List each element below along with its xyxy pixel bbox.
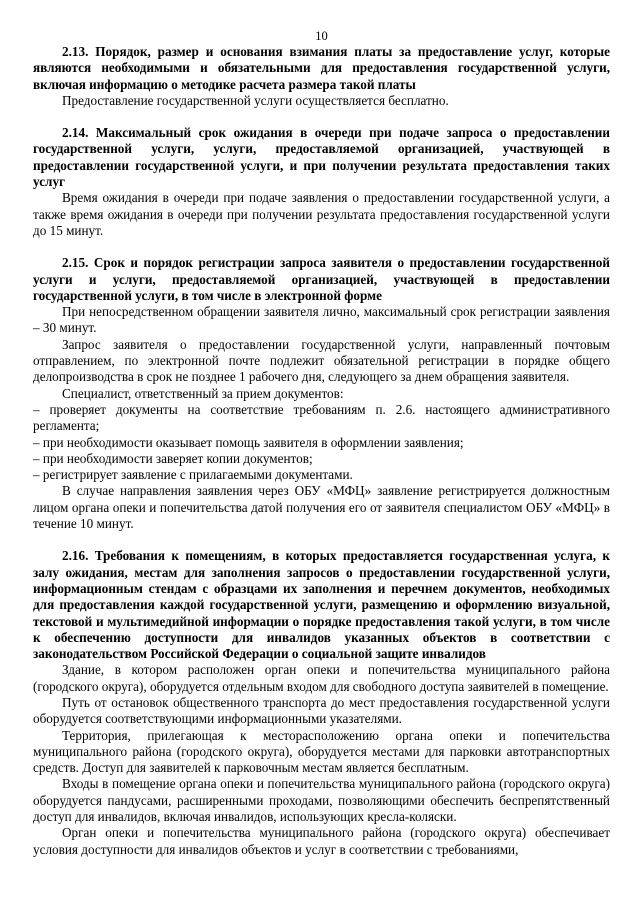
list-item: – проверяет документы на соответствие требованиям п. 2.6. настоящего административного регламента; xyxy=(33,401,610,434)
paragraph: Территория, прилегающая к месторасположению органа опеки и попечительства муниципального района (городского округа), оборудуется местами для парковки автотранспортных средств. Доступ для заявителей к парковочным местам является бесплатным. xyxy=(33,727,610,776)
list-item: – при необходимости оказывает помощь заявителя в оформлении заявления; xyxy=(33,434,464,450)
list-item: – регистрирует заявление с прилагаемыми документами. xyxy=(33,467,353,483)
section-2-15 xyxy=(33,255,610,532)
section-heading: 2.14. Максимальный срок ожидания в очереди при подаче запроса о предоставлении государственной услуги, услуги, предоставляемой организацией, участвующей в предоставлении государственной услуги, и при получении результата предоставления таких услуг xyxy=(33,125,610,190)
section-heading: 2.16. Требования к помещениям, в которых предоставляется государственная услуга, к залу ожидания, местам для заполнения запросов о предоставлении государственной услуги, информационным стендам с образцами их заполнения и перечнем документов, необходимых для предоставления каждой государственной услуги, размещению и оформлению визуальной, текстовой и мультимедийной информации о порядке предоставления такой услуги, в том числе к обеспечению доступности для инвалидов указанных объектов в соответствии с законодательством Российской Федерации о социальной защите инвалидов xyxy=(33,548,610,662)
paragraph: Специалист, ответственный за прием документов: xyxy=(62,385,344,401)
section-heading: 2.15. Срок и порядок регистрации запроса заявителя о предоставлении государственной услуги и услуги, предоставляемой организацией, участвующей в предоставлении государственной услуги, в том числе в электронной форме xyxy=(33,255,610,303)
page-number: 10 xyxy=(315,29,328,43)
list-item: – при необходимости заверяет копии документов; xyxy=(33,450,313,466)
paragraph: Путь от остановок общественного транспорта до мест предоставления государственной услуги оборудуется соответствующими информационными указателями. xyxy=(33,694,610,727)
document-page xyxy=(33,28,610,858)
section-heading: 2.13. Порядок, размер и основания взимания платы за предоставление услуг, которые являются необходимыми и обязательными для предоставления государственной услуги, включая информацию о методике расчета размера такой платы xyxy=(33,44,610,92)
paragraph: Предоставление государственной услуги осуществляется бесплатно. xyxy=(62,92,449,108)
section-2-16 xyxy=(33,548,610,858)
paragraph: Орган опеки и попечительства муниципального района (городского округа) обеспечивает условия доступности для инвалидов объектов и услуг в соответствии с требованиями, xyxy=(33,825,610,857)
paragraph: При непосредственном обращении заявителя лично, максимальный срок регистрации заявления – 30 минут. xyxy=(33,304,610,336)
section-2-14 xyxy=(33,125,610,239)
paragraph: В случае направления заявления через ОБУ «МФЦ» заявление регистрируется должностным лицом органа опеки и попечительства датой получения его от заявителя специалистом ОБУ «МФЦ» в течение 10 минут. xyxy=(33,483,610,532)
paragraph: Запрос заявителя о предоставлении государственной услуги, направленный почтовым отправлением, по электронной почте подлежит обязательной регистрации в порядке общего делопроизводства в срок не позднее 1 рабочего дня, следующего за днем обращения заявителя. xyxy=(33,336,610,385)
paragraph: Входы в помещение органа опеки и попечительства муниципального района (городского округа) оборудуется пандусами, расширенными проходами, позволяющими обеспечить беспрепятственный доступ для инвалидов, включая инвалидов, использующих кресла-коляски. xyxy=(33,776,610,825)
paragraph: Время ожидания в очереди при подаче заявления о предоставлении государственной услуги, а также время ожидания в очереди при получении результата предоставления государственной услуги до 15 минут. xyxy=(33,190,610,238)
paragraph: Здание, в котором расположен орган опеки и попечительства муниципального района (городского округа), оборудуется отдельным входом для свободного доступа заявителей в помещение. xyxy=(33,662,610,694)
section-2-13 xyxy=(33,44,610,109)
